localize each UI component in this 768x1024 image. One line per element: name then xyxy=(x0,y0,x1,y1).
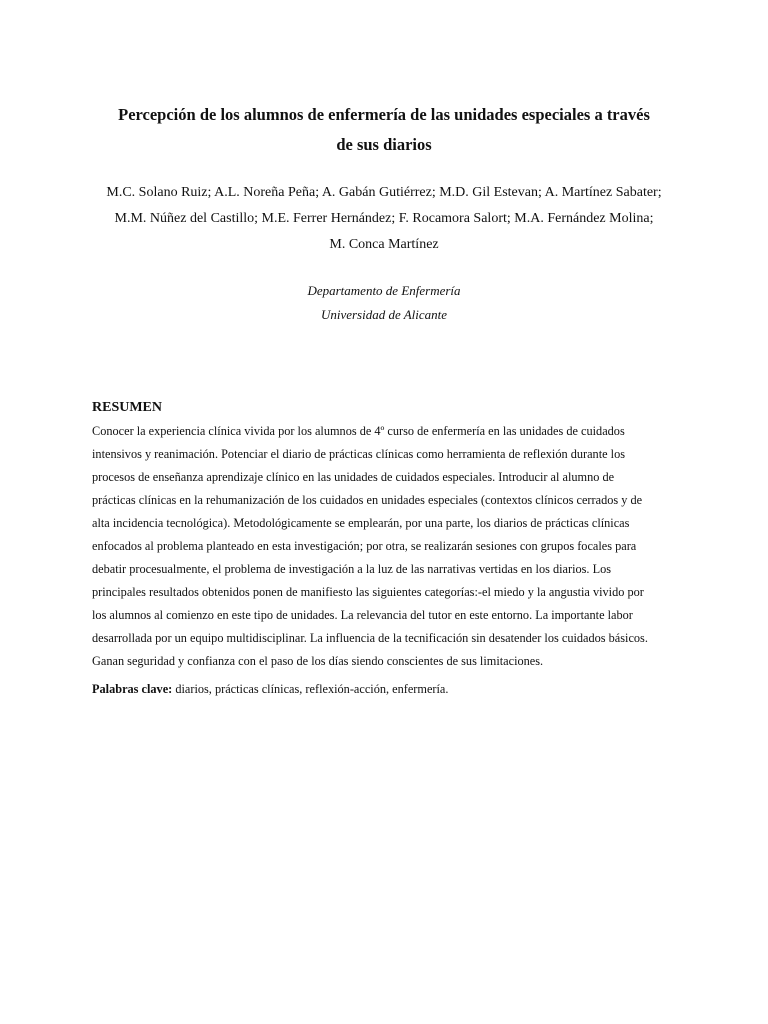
paper-title-line: Percepción de los alumnos de enfermería de las unidades especiales a través xyxy=(118,105,650,124)
abstract-line: enfocados al problema planteado en esta investigación; por otra, se realizarán sesiones con grupos focales para xyxy=(92,539,637,553)
abstract-line: intensivos y reanimación. Potenciar el diario de prácticas clínicas como herramienta de reflexión durante los xyxy=(92,447,626,461)
author-list xyxy=(80,180,688,258)
keywords-label: Palabras clave: xyxy=(92,682,173,696)
university-name: Universidad de Alicante xyxy=(320,307,448,322)
author-line: M.C. Solano Ruiz; A.L. Noreña Peña; A. Gabán Gutiérrez; M.D. Gil Estevan; A. Martínez Sabater; xyxy=(106,185,662,200)
abstract-line: Ganan seguridad y confianza con el paso de los días siendo conscientes de sus limitaciones. xyxy=(92,654,544,668)
abstract-line: alta incidencia tecnológica). Metodológicamente se emplearán, por una parte, los diarios de prácticas clínicas xyxy=(92,516,630,530)
abstract-line: procesos de enseñanza aprendizaje clínico en las unidades de cuidados especiales. Introducir al alumno de xyxy=(92,470,615,484)
abstract-line: principales resultados obtenidos ponen de manifiesto las siguientes categorías:-el miedo y la angustia vivido por xyxy=(92,585,644,599)
author-line: M. Conca Martínez xyxy=(329,237,439,252)
affiliation xyxy=(80,279,688,327)
abstract-heading: RESUMEN xyxy=(92,400,163,415)
keywords-text: diarios, prácticas clínicas, reflexión-acción, enfermería. xyxy=(172,682,449,696)
department-name: Departamento de Enfermería xyxy=(307,283,461,298)
abstract-line: Conocer la experiencia clínica vivida por los alumnos de 4º curso de enfermería en las unidades de cuidados xyxy=(92,424,625,438)
abstract-body xyxy=(92,420,680,673)
author-line: M.M. Núñez del Castillo; M.E. Ferrer Hernández; F. Rocamora Salort; M.A. Fernández Molina; xyxy=(114,211,654,226)
paper-title-line: de sus diarios xyxy=(336,135,432,154)
abstract-line: prácticas clínicas en la rehumanización de los cuidados en unidades especiales (contextos clínicos cerrados y de xyxy=(92,493,643,507)
paper-title xyxy=(80,100,688,160)
keywords xyxy=(92,678,680,701)
abstract-line: debatir procesualmente, el problema de investigación a la luz de las narrativas vertidas en los diarios. Los xyxy=(92,562,612,576)
abstract-line: los alumnos al comienzo en este tipo de unidades. La relevancia del tutor en este entorno. La importante labor xyxy=(92,608,633,622)
abstract-line: desarrollada por un equipo multidisciplinar. La influencia de la tecnificación sin desatender los cuidados básicos. xyxy=(92,631,648,645)
